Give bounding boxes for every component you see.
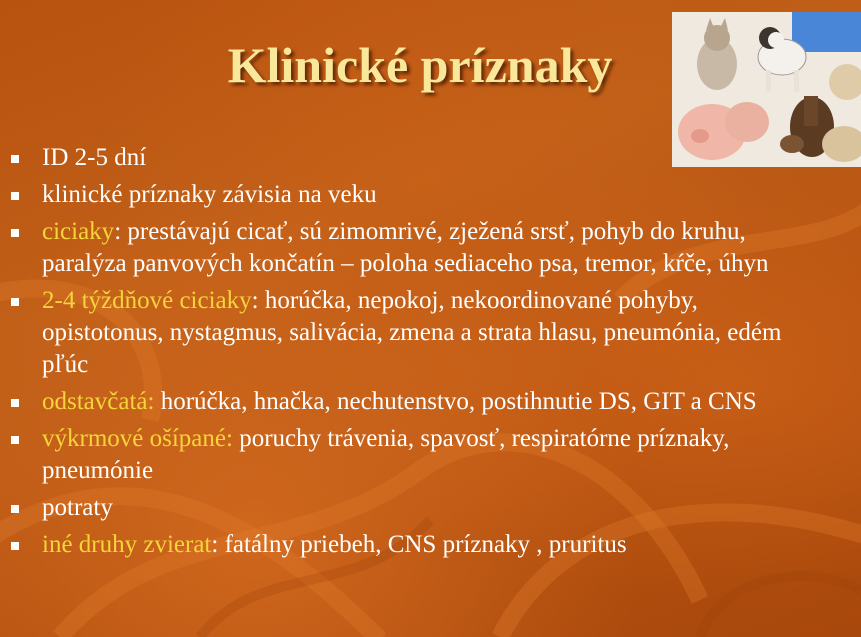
- bullet-text: : prestávajú cicať, sú zimomrivé, zježená srsť, pohyb do kruhu, paralýza panvových končatín – poloha sediaceho psa, tremor, kŕče, úhyn: [42, 218, 769, 277]
- bullet-text: poruchy trávenia, spavosť, respiratórne príznaky, pneumónie: [42, 425, 730, 484]
- bullet-square-icon: [11, 436, 19, 444]
- list-item: [0, 386, 861, 418]
- list-item: [0, 492, 861, 524]
- bullet-highlight: 2-4 týždňové ciciaky: [42, 287, 252, 314]
- list-item: [0, 285, 861, 381]
- list-item: [0, 423, 861, 487]
- bullet-square-icon: [11, 229, 19, 237]
- bullet-text: ID 2-5 dní: [42, 144, 147, 171]
- bullet-square-icon: [11, 155, 19, 163]
- bullet-text: horúčka, hnačka, nechutenstvo, postihnutie DS, GIT a CNS: [154, 388, 757, 415]
- bullet-square-icon: [11, 399, 19, 407]
- bullet-text: potraty: [42, 494, 113, 521]
- bullet-square-icon: [11, 542, 19, 550]
- symptom-list: [0, 142, 861, 566]
- bullet-highlight: výkrmové ošípané:: [42, 425, 233, 452]
- bullet-square-icon: [11, 192, 19, 200]
- bullet-text: : fatálny priebeh, CNS príznaky , pruritus: [211, 531, 627, 558]
- list-item: [0, 216, 861, 280]
- bullet-text: klinické príznaky závisia na veku: [42, 181, 377, 208]
- bullet-square-icon: [11, 298, 19, 306]
- list-item: [0, 179, 861, 211]
- list-item: [0, 142, 861, 174]
- bullet-text: : horúčka, nepokoj, nekoordinované pohyby, opistotonus, nystagmus, salivácia, zmena a strata hlasu, pneumónia, edém pľúc: [42, 287, 782, 378]
- slide-title: Klinické príznaky: [227, 37, 613, 93]
- bullet-square-icon: [11, 505, 19, 513]
- list-item: [0, 529, 861, 561]
- bullet-highlight: ciciaky: [42, 218, 115, 245]
- bullet-highlight: odstavčatá:: [42, 388, 155, 415]
- bullet-highlight: iné druhy zvierat: [42, 531, 212, 558]
